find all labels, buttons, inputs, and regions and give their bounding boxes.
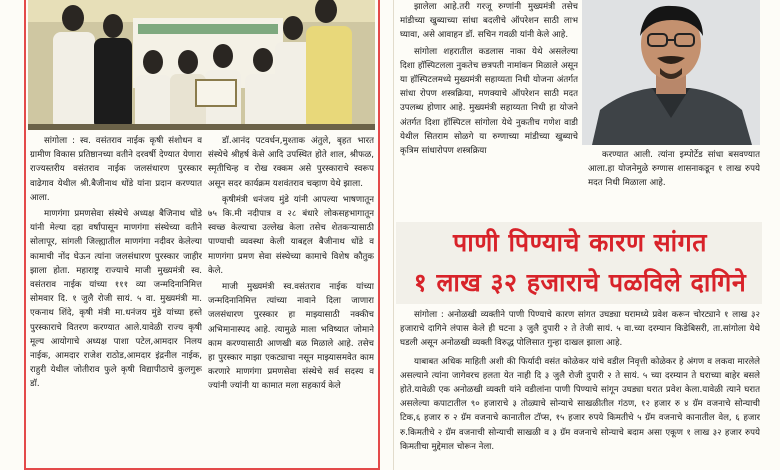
hospital-article-paragraph: झालेला आहे.तरी गरजू रुग्णांनी मुख्यमंत्री तसेच मांडीच्या खुब्याच्या सांधा बदलीचे ऑपरेशन साठी लाभ घ्यावा, असे आवाहन डॉ. सचिन गवळी यांनी केले आहे. — [400, 2, 578, 41]
left-col1-paragraph: माणगंगा प्रमणसेवा संस्थेचे अध्यक्ष बैजिनाथ धोंडे यांनी मेल्या दहा वर्षांपासून माणगंगा संस्थेच्या वतीने सोलापूर, सांगली जिल्ह्यातील माणगंगा नदीवर केलेल्या कामाची नोंद घेऊन त्यांना जलसंधारण पुरस्कार जाहीर झाला होता. महाराष्ट्र राज्याचे माजी मुख्यमंत्री स्व. वसंतराव नाईक यांच्या १११ व्या जन्मदिनानिमित्त सोमवार दि. १ जुलै रोजी सायं. ५ वा. मुख्यमंत्री मा. एकनाथ शिंदे, कृषी मंत्री मा.धनंजय मुंडे यांच्या हस्ते पुरस्काराचे वितरण करण्यात आले.यावेळी राज्य कृषी मूल्य आयोगाचे अध्यक्ष पाशा पटेल,आमदार निलय नाईक, आमदार राजेश राठोड,आमदार इंद्रनील नाईक, राहुरी येथील जोतीराव फुले कृषी विद्यापीठाचे कुलगुरू डॉ. — [30, 209, 202, 390]
left-col2-paragraph: डॉ.आनंद पटवर्धन,मुश्ताक अंतुले, बृहत भारत संस्थेचे श्रीहर्ष केसे आदि उपस्थित होते शाल, श्रीफळ, स्मृतीचिन्ह व रोख रक्कम असे पुरस्काराचे स्वरूप असून सदर कार्यक्रम यशवंतराव चव्हाण येथे झाला. — [208, 136, 374, 189]
award-ceremony-photo — [28, 0, 375, 130]
theft-article-paragraph: याबाबत अधिक माहिती अशी की फिर्यादी वसंत कोळेकर यांचे वडील निवृत्ती कोळेकर हे अंगण व लकवा मारलेले असल्याने त्यांना जागेवरच हलता येत नाही दि ३ जुलै रोजी दुपारी २ ते सायं. ५ च्या दरम्यान ते घराच्या बाहेर बसले होते.यावेळी एक अनोळखी व्यक्ती यांने वडीलांना पाणी पिण्याचे सांगून उघड्या घरात प्रवेश केला.यावेळी त्याने घरात असलेल्या कपाटातील ९० हजाराचे ३ तोळ्याचे सोन्याचे साखळीतील गंठण, १२ हजार रु ४ ग्रॅम वजनाचे सोन्याची टिक,६ हजार रु २ ग्रॅम वजनाचे कानातील टॉप्स, १५ हजार रुपये किमतीचे ५ ग्रॅम वजनाचे कानातील वेल, ६ हजार रु.किमतीचे २ ग्रॅम वजनाची सोन्याची साखळी व ३ ग्रॅम वजनाचे सोन्याचे बदाम असा एकूण १ लाख ३२ हजार रुपये किमतीचा मुद्देमाल चोरून नेला. — [400, 356, 760, 452]
theft-article-column — [400, 308, 760, 470]
hospital-article-column — [400, 0, 578, 215]
left-col2-paragraph: कृषीमंत्री धनंजय मुंडे यांनी आपल्या भाषणातून ७५ कि.मी नदीपात्र व २८ बंधारे लोकसहभागातून स्वच्छ केल्याचा उल्लेख केला तसेच शेतकऱ्यासाठी पाण्याची व्यवस्था केली याबद्दल बैजीनाथ धोंडे व माणगंगा प्रमण सेवा संस्थेच्या कामाचे विशेष कौतुक केले. — [208, 194, 374, 276]
left-col1-paragraph: सांगोला : स्व. वसंतराव नाईक कृषी संशोधन व ग्रामीण विकास प्रतिष्ठानच्या वतीने दरवर्षी देण्यात येणारा राज्यस्तरीय वसंतराव नाईक जलसंधारण पुरस्कार वाढेगाव येथील श्री.बैजीनाथ धोंडे यांना प्रदान करण्यात आला. — [30, 136, 202, 203]
left-article-column-2 — [208, 134, 374, 470]
doctor-portrait-illustration — [582, 0, 760, 145]
left-col2-paragraph: माजी मुख्यमंत्री स्व.वसंतराव नाईक यांच्या जन्मदिनानिमित्त त्यांच्या नावाने दिला जाणारा जलसंधारण पुरस्कार हा माझ्यासाठी नक्कीच अभिमानास्पद आहे. त्यामुळे माला भविष्यात जोमाने काम करण्यासाठी आणखी बळ मिळाले आहे. तसेच हा पुरस्कार माझा एकट्याचा नसून माझ्यासमवेत काम करणारे माणगंगा प्रमणसेवा संस्थेचे सर्व सदस्य व ज्यांनी ज्यांनी या कामात मला सहकार्य केले — [208, 282, 374, 392]
headline-line-2: १ लाख ३२ हजाराचे पळविले दागिने — [413, 268, 747, 297]
hospital-article-paragraph: सांगोला शहरातील कडलास नाका येथे असलेल्या दिशा हॉस्पिटलला नुकतेच छत्रपती नामांकन मिळाले असून या हॉस्पिटलमध्ये मुख्यमंत्री सहाय्यता निधी योजना अंतर्गत सांधा रोपण शस्त्रक्रिया, मणक्याचे ऑपरेशन साठी मदत उपलब्ध होणार आहे. मुख्यमंत्री सहाय्यता निधी हा योजने अंतर्गत दिशा हॉस्पिटल सांगोला येथे नुकतीच गणेश वाडी येथील सितराम सोळगे या रुग्णाच्या मांडीच्या खुब्याचे कृत्रिम सांधारोपण शस्त्रक्रिया — [400, 46, 578, 157]
hospital-article-paragraph: करण्यात आली. त्यांना इम्पोर्टेड सांधा बसवण्यात आला.हा योजनेमुळे रुग्णास शासनाकडून १ लाख रुपये मदत निधी मिळाला आहे. — [588, 150, 760, 189]
doctor-portrait-photo — [582, 0, 760, 145]
award-ceremony-illustration — [28, 0, 375, 130]
hospital-article-continuation — [588, 148, 760, 216]
theft-article-paragraph: सांगोला : अनोळखी व्यक्तीने पाणी पिण्याचे कारण सांगत उघड्या घरामध्ये प्रवेश करून चोरट्याने १ लाख ३२ हजाराचे दागिने लंपास केले ही घटना ३ जुलै दुपारी २ ते तेजी सायं. ५ वा.च्या दरम्यान किडेबिसरी, ता.सांगोला येथे घडली असून अनोळखी व्यक्ती विरुद्ध पोलिसात गुन्हा दाखल झाला आहे. — [400, 310, 760, 349]
headline-line-1: पाणी पिण्याचे कारण सांगत — [453, 228, 707, 257]
left-article-column-1 — [30, 134, 202, 470]
